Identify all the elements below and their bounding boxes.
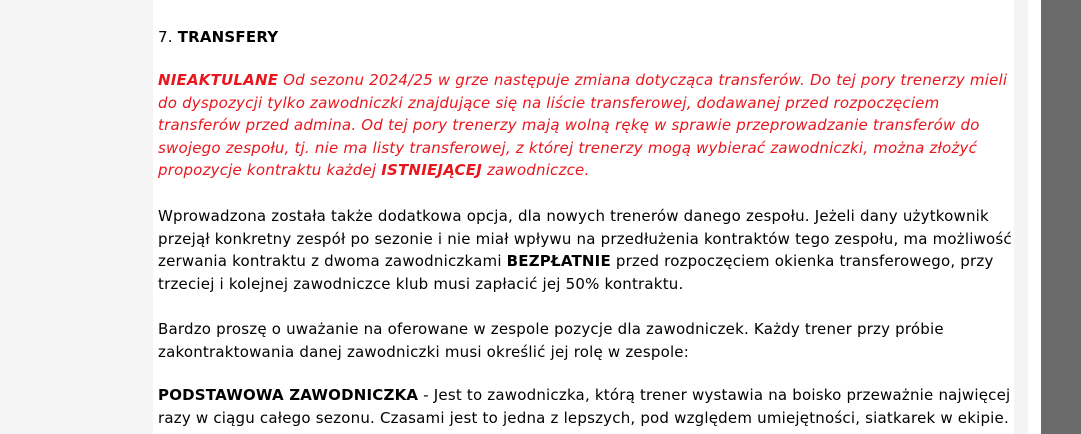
paragraph1-text-end: przed rozpoczęciem okienka transferowego, przy trzeciej i kolejnej zawodniczce klub musi zapłacić jej 50% kontraktu. — [158, 252, 994, 293]
starting-player-term: PODSTAWOWA ZAWODNICZKA — [158, 386, 419, 404]
starting-player-paragraph — [158, 384, 1018, 429]
outdated-label: NIEAKTULANE — [158, 71, 279, 89]
section-heading — [158, 26, 1018, 49]
notice-text-end: zawodniczce. — [481, 161, 590, 180]
outdated-notice — [158, 69, 1018, 182]
free-emphasis: BEZPŁATNIE — [506, 252, 611, 271]
left-margin-pane — [0, 0, 153, 434]
paragraph2-text: Bardzo proszę o uważanie na oferowane w zespole pozycje dla zawodniczek. Każdy trener przy próbie zakontraktowania danej zawodniczki musi określić jej rolę w zespole: — [158, 320, 944, 361]
notice-emphasis: ISTNIEJĄCEJ — [381, 161, 482, 180]
paragraph1-text: Wprowadzona została także dodatkowa opcja, dla nowych trenerów danego zespołu. Jeżeli dany użytkownik przejął konkretny zespół po sezonie i nie miał wpływu na przedłużenia kontraktów tego zespołu, ma możliwość zerwania kontraktu z dwoma zawodniczkami — [158, 207, 1012, 271]
right-band — [1028, 0, 1041, 434]
starting-player-definition: - Jest to zawodniczka, którą trener wystawia na boisko przeważnie najwięcej razy w ciągu całego sezonu. Czasami jest to jedna z lepszych, pod względem umiejętności, siatkarek w ekipie. — [158, 386, 1011, 427]
section-title: TRANSFERY — [177, 28, 279, 46]
section-number: 7. — [158, 28, 173, 46]
scrollbar[interactable] — [1041, 0, 1081, 434]
new-coach-option-paragraph — [158, 205, 1018, 295]
notice-text: Od sezonu 2024/25 w grze następuje zmiana dotycząca transferów. Do tej pory trenerzy mieli do dyspozycji tylko zawodniczki znajdujące się na liście transferowej, dodawanej przed rozpoczęciem transferów przed admina. Od tej pory trenerzy mają wolną rękę w sprawie przeprowadzanie transferów do swojego zespołu, tj. nie ma listy transferowej, z której trenerzy mogą wybierać zawodniczki, można złożyć propozycje kontraktu każdej — [158, 71, 1008, 180]
positions-paragraph — [158, 318, 1018, 363]
